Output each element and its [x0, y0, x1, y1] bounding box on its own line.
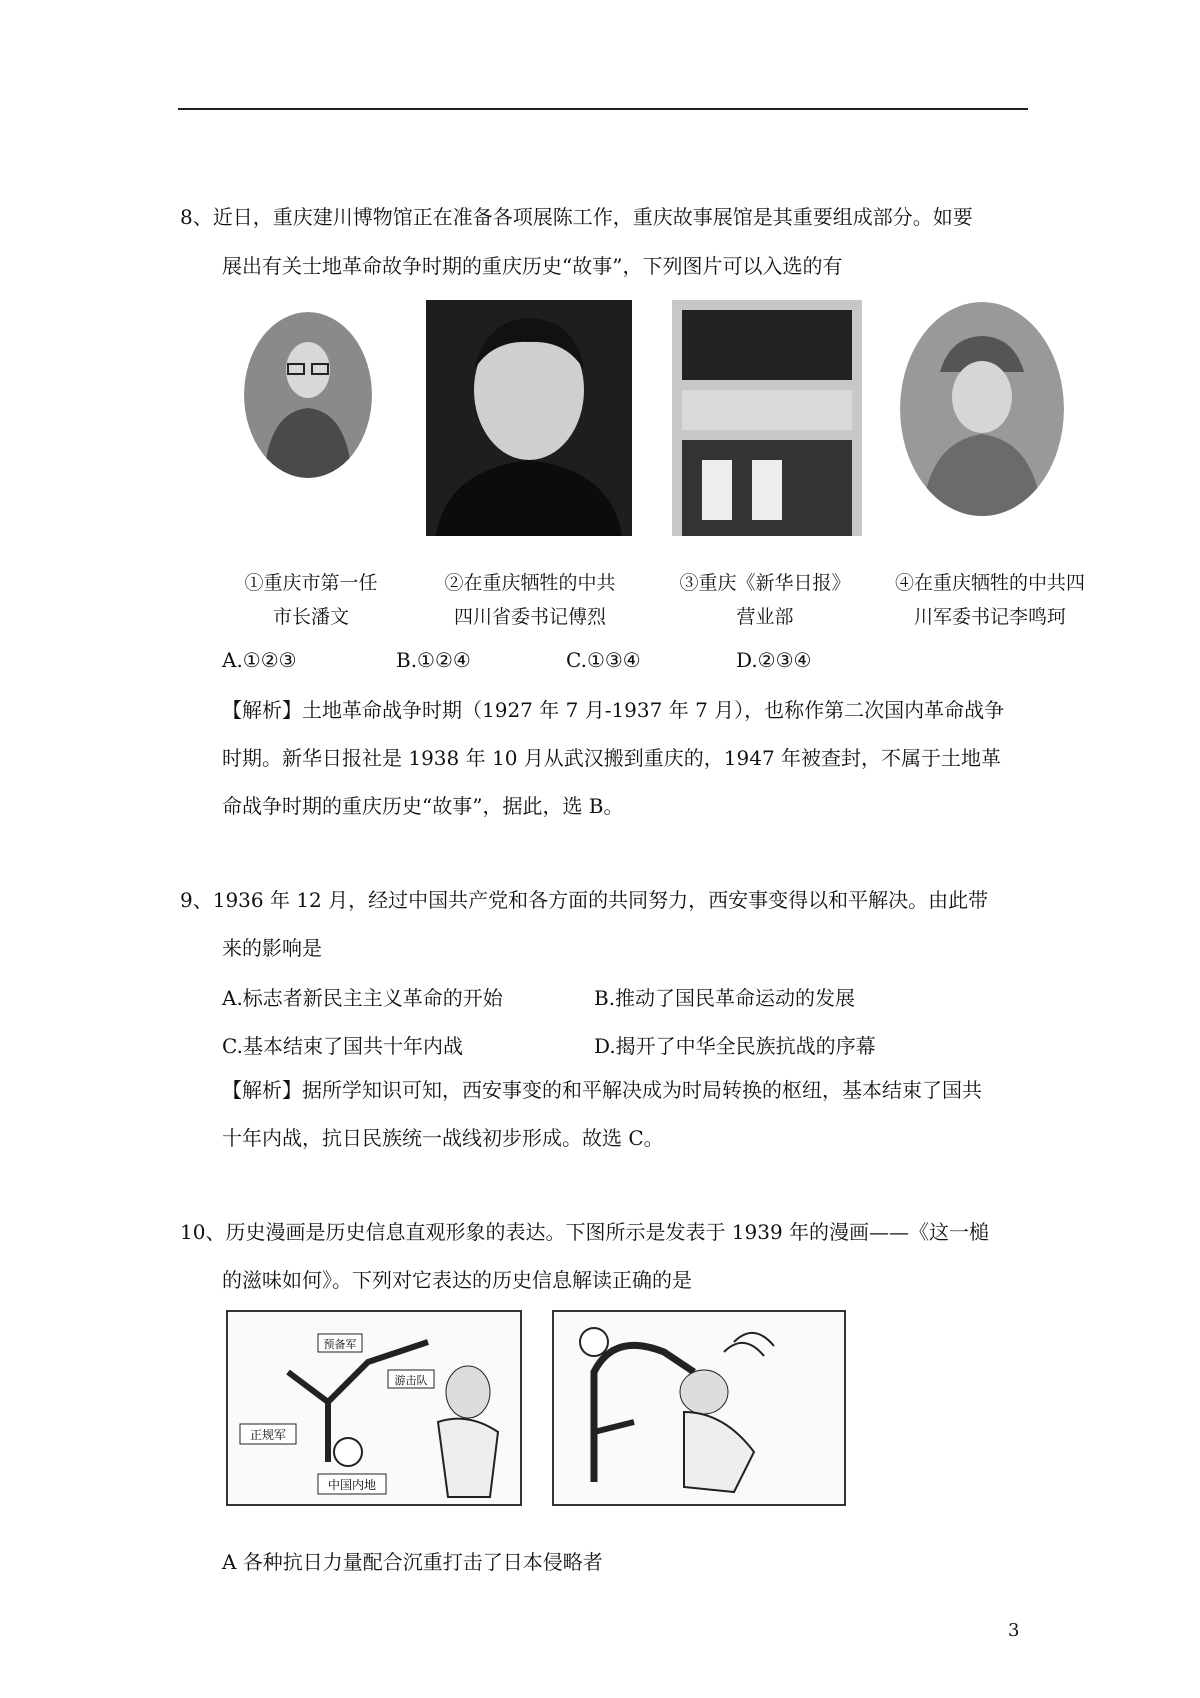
comic-panel-right — [552, 1310, 846, 1506]
q8-analysis-line1: 【解析】土地革命战争时期（1927 年 7 月-1937 年 7 月），也称作第二次国内革命战争 — [222, 698, 1005, 722]
q10-option-a: A 各种抗日力量配合沉重打击了日本侵略者 — [222, 1550, 603, 1574]
caption-2 — [430, 566, 630, 634]
photo-pan-wen — [244, 312, 372, 478]
caption-4 — [880, 566, 1100, 634]
comic-label-guerrilla: 游击队 — [394, 1374, 428, 1387]
q8-analysis-line2: 时期。新华日报社是 1938 年 10 月从武汉搬到重庆的，1947 年被查封，不属于土地革 — [222, 746, 1002, 770]
caption-1 — [226, 566, 396, 634]
caption-4-line2: 川军委书记李鸣珂 — [913, 606, 1066, 628]
comic-panel-left — [226, 1310, 522, 1506]
q9-option-c: C.基本结束了国共十年内战 — [222, 1034, 463, 1058]
q9-stem-line1: 9、1936 年 12 月，经过中国共产党和各方面的共同努力，西安事变得以和平解决。由此带 — [180, 888, 989, 912]
q8-stem-line1: 8、近日，重庆建川博物馆正在准备各项展陈工作，重庆故事展馆是其重要组成部分。如要 — [180, 205, 973, 229]
q9-option-d: D.揭开了中华全民族抗战的序幕 — [594, 1034, 876, 1058]
q9-stem-line2: 来的影响是 — [222, 936, 322, 960]
photo-li-mingke — [900, 302, 1064, 516]
q9-option-b: B.推动了国民革命运动的发展 — [594, 986, 856, 1010]
caption-1-line1: ①重庆市第一任 — [244, 572, 378, 594]
caption-4-line1: ④在重庆牺牲的中共四 — [894, 572, 1085, 594]
q8-option-d: D.②③④ — [736, 648, 812, 672]
comic-label-regular: 正规军 — [249, 1428, 287, 1442]
q10-stem-line2: 的滋味如何》。下列对它表达的历史信息解读正确的是 — [222, 1268, 692, 1292]
q9-analysis-line1: 【解析】据所学知识可知，西安事变的和平解决成为时局转换的枢纽，基本结束了国共 — [222, 1078, 982, 1102]
photo-xinhua-daily-office — [672, 300, 862, 536]
comic-label-inland: 中国内地 — [327, 1478, 377, 1492]
caption-1-line2: 市长潘文 — [272, 606, 349, 628]
q9-option-a: A.标志者新民主主义革命的开始 — [222, 986, 503, 1010]
q8-option-b: B.①②④ — [396, 648, 471, 672]
page-number: 3 — [1008, 1620, 1020, 1641]
q10-stem-line1: 10、历史漫画是历史信息直观形象的表达。下图所示是发表于 1939 年的漫画——《这一槌 — [180, 1220, 990, 1244]
caption-3-line2: 营业部 — [736, 606, 794, 628]
caption-2-line1: ②在重庆牺牲的中共 — [444, 572, 616, 594]
comic-label-reserve: 预备军 — [323, 1338, 357, 1351]
q8-option-c: C.①③④ — [566, 648, 641, 672]
photo-fu-lie — [426, 300, 632, 536]
q8-option-a: A.①②③ — [222, 648, 297, 672]
q9-analysis-line2: 十年内战，抗日民族统一战线初步形成。故选 C。 — [222, 1126, 664, 1150]
caption-3 — [670, 566, 860, 634]
q8-stem-line2: 展出有关士地革命故争时期的重庆历史“故事”，下列图片可以入选的有 — [222, 254, 843, 278]
header-rule — [178, 108, 1028, 110]
caption-3-line1: ③重庆《新华日报》 — [679, 572, 851, 594]
q8-analysis-line3: 命战争时期的重庆历史“故事”，据此，选 B。 — [222, 794, 624, 818]
caption-2-line2: 四川省委书记傅烈 — [453, 606, 606, 628]
